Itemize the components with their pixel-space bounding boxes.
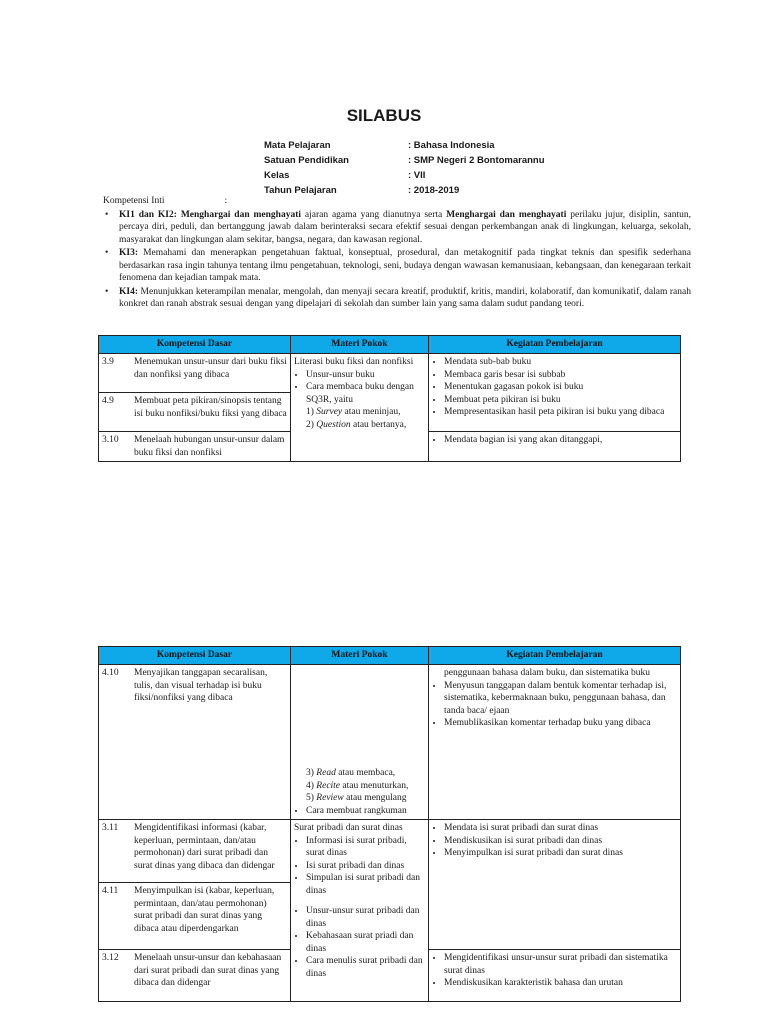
kegiatan-continuation: penggunaan bahasa dalam buku, dan sistematika buku <box>444 668 651 678</box>
ki-item-3 <box>103 247 691 285</box>
kd-cell <box>99 432 291 462</box>
materi-intro: Surat pribadi dan surat dinas <box>294 823 403 833</box>
core-competencies <box>103 195 691 312</box>
step-text: atau bertanya, <box>350 419 407 430</box>
kd-cell <box>99 354 291 393</box>
ki-label: KI1 dan KI2: <box>119 209 177 220</box>
kd-cell <box>99 665 291 820</box>
syllabus-table-1 <box>98 335 681 462</box>
list-item: • Mendiskusikan karakteristik bahasa dan urutan <box>444 977 677 990</box>
list-item: • Mendata isi surat pribadi dan surat dinas <box>444 822 677 835</box>
list-item: • Membaca garis besar isi subbab <box>444 369 677 382</box>
list-item: • Mendata sub-bab buku <box>444 356 677 369</box>
kd-text: Menyajikan tanggapan secaralisan, tulis, dan visual terhadap isi buku fiksi/nonfiksi yang dibaca <box>134 668 268 703</box>
step-num: 4) <box>306 780 317 791</box>
kegiatan-cell <box>429 432 681 462</box>
list-item: • Mempresentasikan hasil peta pikiran isi buku yang dibaca <box>444 406 677 419</box>
list-item: • Kebahasaan surat priadi dan dinas <box>306 930 425 955</box>
syllabus-table-2 <box>98 646 681 1002</box>
bullet-icon: • <box>105 286 109 297</box>
sq3r-step <box>294 406 425 419</box>
step-num: 3) <box>306 768 317 778</box>
kegiatan-cell <box>429 354 681 432</box>
step-num: 2) <box>306 419 317 430</box>
meta-label: Kelas <box>264 170 290 181</box>
ki-text: ajaran agama yang dianutnya serta <box>301 209 447 220</box>
kegiatan-cell <box>429 665 681 820</box>
list-item: • Menentukan gagasan pokok isi buku <box>444 381 677 394</box>
list-item: • Informasi isi surat pribadi, surat dinas <box>306 835 425 860</box>
list-item: • Memublikasikan komentar terhadap buku yang dibaca <box>444 717 677 730</box>
step-term: Survey <box>316 407 343 417</box>
materi-cell <box>291 820 429 1002</box>
step-text: atau menuturkan, <box>340 780 409 791</box>
kd-number: 3.10 <box>102 435 119 445</box>
meta-label: Mata Pelajaran <box>264 140 331 151</box>
header-materi-pokok: Materi Pokok <box>291 336 429 354</box>
ki-text: Menunjukkan keterampilan menalar, mengolah, dan menyaji secara kreatif, produktif, kritis, mandiri, kolaboratif, dan komunikatif, dalam ranah konkret dan ranah abstrak sesuai dengan yang dipelajari di sekolah dan sumber lain yang sama dalam sudut pandang teori. <box>119 286 691 309</box>
kd-cell <box>99 950 291 1002</box>
kd-text: Menelaah unsur-unsur dan kebahasaan dari surat pribadi dan surat dinas yang dibaca dan didengar <box>134 953 282 988</box>
step-term: Question <box>316 419 351 430</box>
table-row <box>99 665 681 820</box>
list-item: • Membuat peta pikiran isi buku <box>444 394 677 407</box>
kd-cell <box>99 393 291 432</box>
step-term: Read <box>316 768 336 778</box>
step-num: 1) <box>306 407 317 417</box>
kd-cell <box>99 883 291 950</box>
step-term: Review <box>316 793 344 803</box>
header-kompetensi-dasar: Kompetensi Dasar <box>99 647 291 665</box>
ki-label: KI4: <box>119 286 138 297</box>
spacer <box>294 897 425 905</box>
kd-number: 3.9 <box>102 357 114 367</box>
sq3r-step <box>294 792 425 805</box>
meta-label: Tahun Pelajaran <box>264 185 337 196</box>
kegiatan-cell <box>429 820 681 950</box>
sq3r-step <box>294 419 425 432</box>
meta-label: Satuan Pendidikan <box>264 155 349 166</box>
ki-heading-colon: : <box>224 196 228 206</box>
list-item: • Cara menulis surat pribadi dan dinas <box>306 955 425 980</box>
kd-text: Menelaah hubungan unsur-unsur dalam buku fiksi dan nonfiksi <box>134 435 285 458</box>
kd-text: Menyimpulkan isi (kabar, keperluan, permintaan, dan/atau permohonan) surat pribadi dan surat dinas yang dibaca atau diperdengarkan <box>134 886 275 934</box>
table-row <box>99 820 681 883</box>
step-num: 5) <box>306 793 317 803</box>
ki-heading-text: Kompetensi Inti <box>103 196 165 206</box>
meta-row-school <box>264 155 545 170</box>
ki-text: perilaku jujur, disiplin, santun, percaya diri, peduli, dan bertanggung jawab dalam berinteraksi secara efektif sesuai dengan perkembangan anak di lingkungan, keluarga, sekolah, masyarakat dan lingkungan alam sekitar, bangsa, negara, dan kawasan regional. <box>119 209 691 245</box>
meta-row-class <box>264 170 545 185</box>
header-kompetensi-dasar: Kompetensi Dasar <box>99 336 291 354</box>
step-term: Recite <box>316 780 341 791</box>
header-kegiatan-pembelajaran: Kegiatan Pembelajaran <box>429 647 681 665</box>
list-item: • Isi surat pribadi dan dinas <box>306 860 425 873</box>
table-header-row <box>99 336 681 354</box>
ki-heading <box>103 195 691 208</box>
sq3r-step <box>294 767 425 780</box>
ki-item-1-2 <box>103 209 691 247</box>
ki-emphasis: Menghargai dan menghayati <box>446 209 567 220</box>
kd-cell <box>99 820 291 883</box>
kd-number: 4.10 <box>102 668 119 678</box>
list-item: • Cara membaca buku dengan SQ3R, yaitu <box>306 381 425 406</box>
list-item: • Menyusun tanggapan dalam bentuk komentar terhadap isi, sistematika, kebermaknaan buku, penggunaan bahasa, dan tanda baca/ ejaan <box>444 680 677 718</box>
kd-number: 4.11 <box>102 886 119 896</box>
step-text: atau membaca, <box>335 768 396 778</box>
list-item: • Cara membuat rangkuman <box>306 805 425 818</box>
ki-emphasis: Menghargai dan menghayati <box>180 209 301 220</box>
bullet-icon: • <box>105 209 109 220</box>
meta-row-subject <box>264 140 545 155</box>
meta-value: : Bahasa Indonesia <box>408 140 495 151</box>
ki-text: Memahami dan menerapkan pengetahuan faktual, konseptual, prosedural, dan metakognitif pada tingkat teknis dan spesifik sederhana berdasarkan rasa ingin tahunya tentang ilmu pengetahuan, teknologi, seni, budaya dengan wawasan kemanusiaan, kebangsaan, dan kenegaraan terkait fenomena dan kejadian tampak mata. <box>119 248 691 283</box>
step-text: atau meninjau, <box>342 407 401 417</box>
list-item: • Unsur-unsur buku <box>306 369 425 382</box>
list-item: • Simpulan isi surat pribadi dan dinas <box>306 872 425 897</box>
meta-value: : SMP Negeri 2 Bontomarannu <box>408 155 545 166</box>
meta-value: : VII <box>408 170 426 181</box>
kd-text: Menemukan unsur-unsur dari buku fiksi dan nonfiksi yang dibaca <box>134 357 287 380</box>
table-row <box>99 354 681 393</box>
kd-text: Mengidentifikasi informasi (kabar, keperluan, permintaan, dan/atau permohonan) dari surat pribadi dan surat dinas yang dibaca dan didengar <box>134 823 275 871</box>
meta-value: : 2018-2019 <box>408 185 460 196</box>
kegiatan-cell <box>429 950 681 1002</box>
kd-number: 4.9 <box>102 396 114 406</box>
materi-cell <box>291 354 429 462</box>
ki-label: KI3: <box>119 248 138 258</box>
bullet-icon: • <box>105 248 109 258</box>
list-item: • Unsur-unsur surat pribadi dan dinas <box>306 905 425 930</box>
list-item: • Mendata bagian isi yang akan ditanggapi, <box>444 434 677 447</box>
materi-cell <box>291 665 429 820</box>
kd-number: 3.11 <box>102 823 119 833</box>
step-text: atau mengulang <box>343 793 407 803</box>
page-title: SILABUS <box>346 106 422 125</box>
kd-text: Membuat peta pikiran/sinopsis tentang isi buku nonfiksi/buku fiksi yang dibaca <box>134 396 287 419</box>
list-item: • Mendiskusikan isi surat pribadi dan dinas <box>444 835 677 848</box>
kd-number: 3.12 <box>102 953 119 963</box>
header-kegiatan-pembelajaran: Kegiatan Pembelajaran <box>429 336 681 354</box>
table-header-row <box>99 647 681 665</box>
header-materi-pokok: Materi Pokok <box>291 647 429 665</box>
list-item: • Menyimpulkan isi surat pribadi dan surat dinas <box>444 847 677 860</box>
sq3r-step <box>294 780 425 793</box>
ki-item-4 <box>103 286 691 311</box>
subject-info <box>264 140 545 200</box>
list-item: • Mengidentifikasi unsur-unsur surat pribadi dan sistematika surat dinas <box>444 952 677 977</box>
materi-intro: Literasi buku fiksi dan nonfiksi <box>294 357 414 367</box>
